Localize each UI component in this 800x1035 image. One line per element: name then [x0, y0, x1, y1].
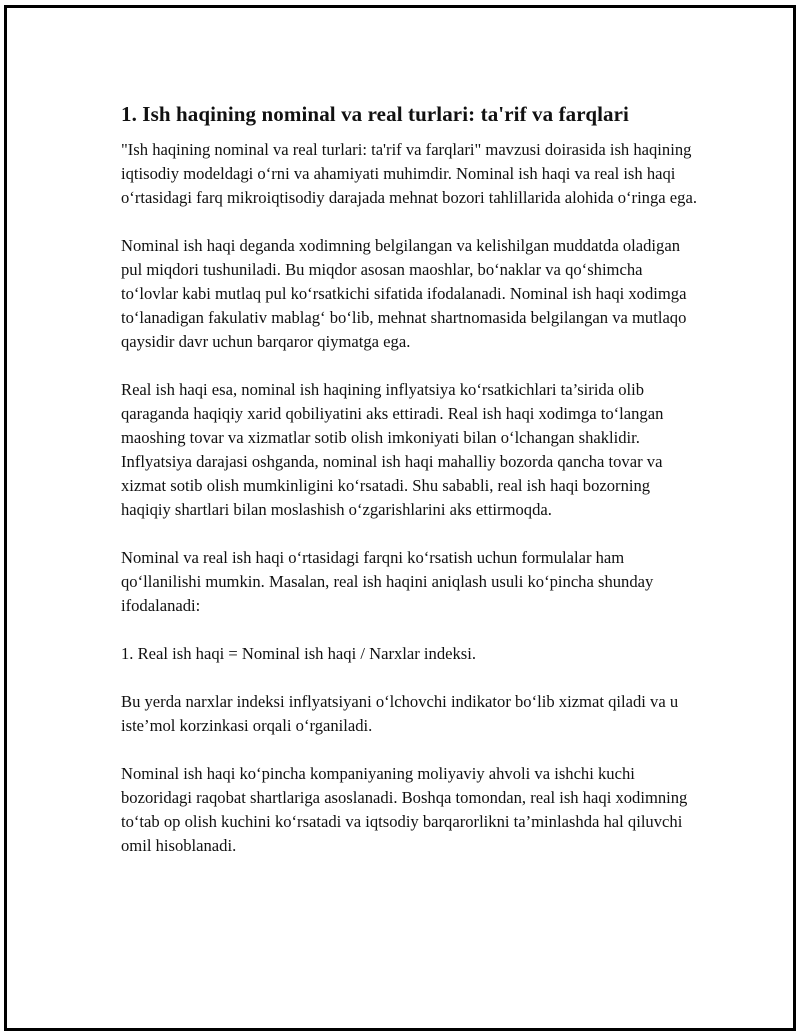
page-frame	[4, 5, 796, 1031]
paragraph-price-index: Bu yerda narxlar indeksi inflyatsiyani o‘lchovchi indikator bo‘lib xizmat qiladi va u iste’mol korzinkasi orqali o‘rganiladi.	[121, 692, 679, 735]
paragraph-formula: 1. Real ish haqi = Nominal ish haqi / Narxlar indeksi.	[121, 644, 476, 663]
paragraph-nominal-definition: Nominal ish haqi deganda xodimning belgilangan va kelishilgan muddatda oladigan pul miqdori tushuniladi. Bu miqdor asosan maoshlar, bo‘naklar va qo‘shimcha to‘lovlar kabi mutlaq pul ko‘rsatkichi sifatida ifodalanadi. Nominal ish haqi xodimga to‘lanadigan fakulativ mablag‘ bo‘lib, mehnat shartnomasida belgilangan va mutlaqo qaysidir davr uchun barqaror qiymatga ega.	[121, 236, 687, 351]
document-body	[121, 100, 701, 882]
paragraph-real-definition: Real ish haqi esa, nominal ish haqining inflyatsiya ko‘rsatkichlari ta’sirida olib qaraganda haqiqiy xarid qobiliyatini aks ettiradi. Real ish haqi xodimga to‘langan maoshing tovar va xizmatlar sotib olish imkoniyati bilan o‘lchangan shaklidir. Inflyatsiya darajasi oshganda, nominal ish haqi mahalliy bozorda qancha tovar va xizmat sotib olish mumkinligini ko‘rsatadi. Shu sababli, real ish haqi bozorning haqiqiy shartlari bilan moslashish o‘zgarishlarini aks ettirmoqda.	[121, 380, 664, 519]
paragraph-formula-intro: Nominal va real ish haqi o‘rtasidagi farqni ko‘rsatish uchun formulalar ham qo‘llanilishi mumkin. Masalan, real ish haqini aniqlash usuli ko‘pincha shunday ifodalanadi:	[121, 548, 654, 615]
paragraph-conclusion: Nominal ish haqi ko‘pincha kompaniyaning moliyaviy ahvoli va ishchi kuchi bozoridagi raqobat shartlariga asoslanadi. Boshqa tomondan, real ish haqi xodimning to‘tab op olish kuchini ko‘rsatadi va iqtsodiy barqarorlikni ta’minlashda hal qiluvchi omil hisoblanadi.	[121, 764, 688, 855]
section-heading: 1. Ish haqining nominal va real turlari: ta'rif va farqlari	[121, 102, 629, 126]
paragraph-intro: "Ish haqining nominal va real turlari: ta'rif va farqlari" mavzusi doirasida ish haqining iqtisodiy modeldagi o‘rni va ahamiyati muhimdir. Nominal ish haqi va real ish haqi o‘rtasidagi farq mikroiqtisodiy darajada mehnat bozori tahlillarida alohida o‘ringa ega.	[121, 140, 697, 207]
